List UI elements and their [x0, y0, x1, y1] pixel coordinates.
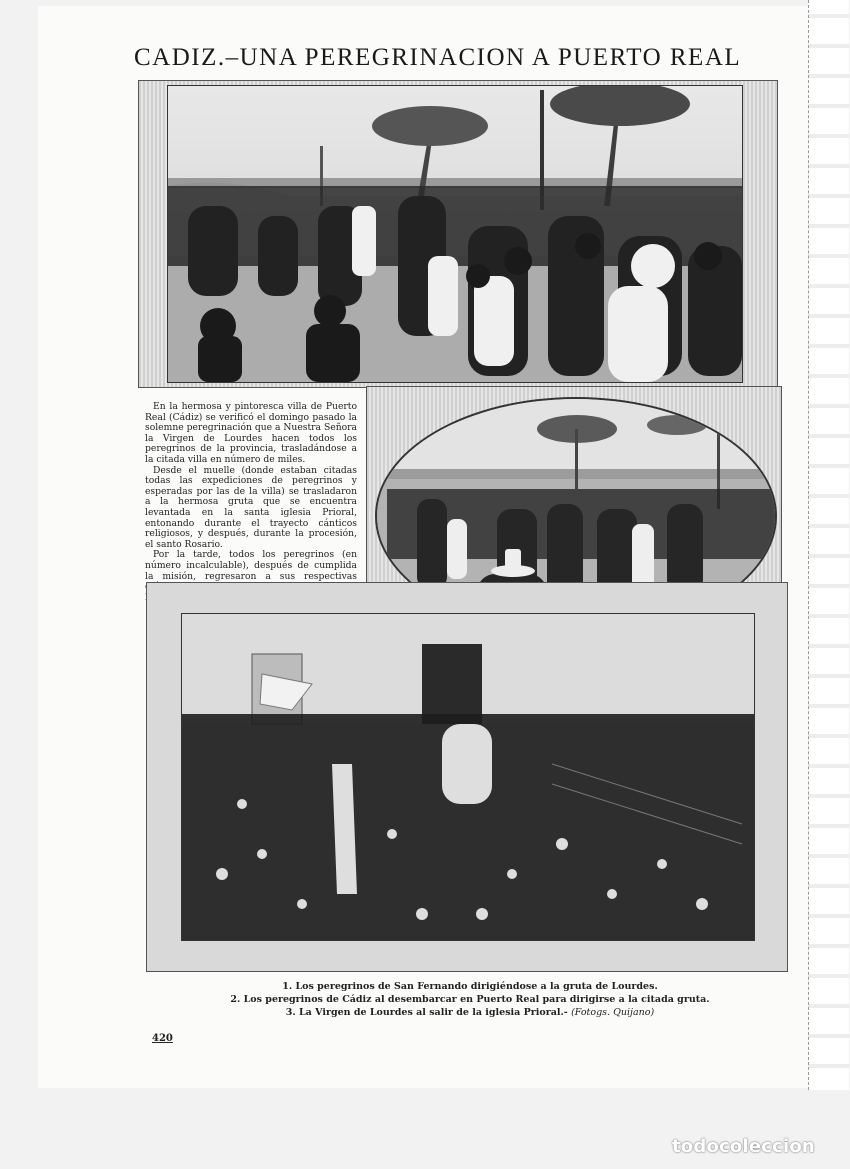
caption-3-text: 3. La Virgen de Lourdes al salir de la iglesia Prioral.-	[285, 1007, 568, 1018]
torn-page-edge	[808, 0, 849, 1090]
photo-3-virgin-lourdes-procession	[181, 613, 755, 941]
photo-credit: (Fotogs. Quijano)	[571, 1007, 655, 1018]
photo-3-frame	[146, 582, 788, 972]
watermark-logo: todocoleccion	[672, 1136, 815, 1157]
page-title: CADIZ.–UNA PEREGRINACION A PUERTO REAL	[134, 44, 742, 71]
photo-captions	[210, 980, 730, 1019]
photo-1-frame	[138, 80, 778, 388]
photo-1-pilgrims-san-fernando	[167, 85, 743, 383]
caption-3	[210, 1006, 730, 1019]
article-paragraph: En la hermosa y pintoresca villa de Puerto Real (Cádiz) se verificó el domingo pasado la solemne peregrinación que a Nuestra Señora la Virgen de Lourdes hacen todos los peregrinos de la provincia, trasladándose a la citada villa en número de miles.	[145, 401, 358, 465]
caption-2: 2. Los peregrinos de Cádiz al desembarcar en Puerto Real para dirigirse a la citada gruta.	[230, 994, 710, 1005]
article-paragraph: Desde el muelle (donde estaban citadas todas las expediciones de peregrinos y esperadas por las de la villa) se trasladaron a la hermosa gruta que se encuentra levantada en la santa iglesia Prioral, entonando durante el trayecto cánticos religiosos, y después, durante la procesión, el santo Rosario.	[145, 464, 357, 550]
page-number: 420	[152, 1033, 173, 1044]
article-body	[145, 402, 357, 603]
caption-1: 1. Los peregrinos de San Fernando dirigiéndose a la gruta de Lourdes.	[282, 981, 658, 992]
article-paragraph: Por la tarde, todos los peregrinos (en número incalculable), después de cumplida la misión, regresaron a sus respectivas	[145, 549, 357, 582]
